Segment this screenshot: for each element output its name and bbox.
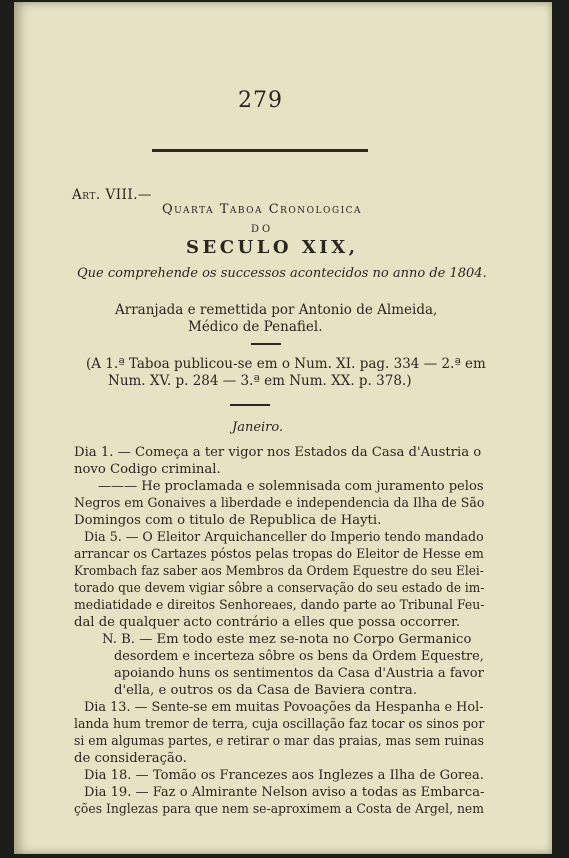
body-line: ções Inglezas para que nem se-aproximem a Costa de Argel, nem	[74, 802, 484, 817]
credit-line-1: Arranjada e remettida por Antonio de Almeida,	[115, 302, 438, 318]
body-line: de consideração.	[74, 751, 187, 766]
body-line: Dia 18. — Tomão os Francezes aos Inglezes a Ilha de Gorea.	[84, 768, 484, 783]
body-line: mediatidade e direitos Senhoreaes, dando parte ao Tribunal Feu-	[74, 598, 485, 613]
page-number: 279	[238, 88, 283, 113]
title-do: DO	[251, 224, 274, 235]
body-line: Dia 19. — Faz o Almirante Nelson aviso a todas as Embarca-	[84, 785, 485, 800]
body-line: torado que devem vigiar sôbre a conservação do seu estado de im-	[74, 581, 485, 596]
body-line: novo Codigo criminal.	[74, 462, 221, 477]
document-page	[14, 2, 552, 854]
body-line: landa hum tremor de terra, cuja oscillação faz tocar os sinos por	[74, 717, 485, 732]
body-line: si em algumas partes, e retirar o mar das praias, mas sem ruinas	[74, 734, 484, 749]
editor-note-line-1: (A 1.ª Taboa publicou-se em o Num. XI. pag. 334 — 2.ª em	[86, 356, 486, 372]
body-line: desordem e incerteza sôbre os bens da Ordem Equestre,	[114, 649, 484, 664]
body-line: Krombach faz saber aos Membros da Ordem Equestre do seu Elei-	[74, 564, 484, 579]
body-line: Domingos com o titulo de Republica de Hayti.	[74, 513, 382, 528]
body-line: ——— He proclamada e solemnisada com juramento pelos	[98, 479, 484, 494]
credit-line-2: Médico de Penafiel.	[188, 319, 323, 335]
body-line: Dia 5. — O Eleitor Arquichanceller do Imperio tendo mandado	[84, 530, 484, 545]
body-line: Negros em Gonaives a liberdade e independencia da Ilha de São	[74, 496, 485, 511]
subtitle: Que comprehende os successos acontecidos no anno de 1804.	[77, 266, 487, 281]
body-line: d'ella, e outros os da Casa de Baviera contra.	[114, 683, 417, 698]
month-heading: Janeiro.	[232, 420, 284, 435]
article-label: Art. VIII.—	[72, 187, 152, 203]
body-line: dal de qualquer acto contrário a elles que possa occorrer.	[74, 615, 461, 630]
month-rule	[230, 404, 270, 406]
section-rule	[251, 343, 281, 345]
editor-note-line-2: Num. XV. p. 284 — 3.ª em Num. XX. p. 378.)	[108, 373, 412, 389]
body-line: Dia 13. — Sente-se em muitas Povoações da Hespanha e Hol-	[84, 700, 484, 715]
body-line: apoiando huns os sentimentos da Casa d'Austria a favor	[114, 666, 484, 681]
header-rule	[152, 149, 368, 152]
body-line: N. B. — Em todo este mez se-nota no Corpo Germanico	[102, 632, 472, 647]
title-heading: Quarta Taboa Cronologica	[162, 202, 363, 217]
body-line: arrancar os Cartazes póstos pelas tropas do Eleitor de Hesse em	[74, 547, 484, 562]
title-seculo: SECULO XIX,	[186, 237, 359, 258]
body-line: Dia 1. — Começa a ter vigor nos Estados da Casa d'Austria o	[74, 445, 482, 460]
